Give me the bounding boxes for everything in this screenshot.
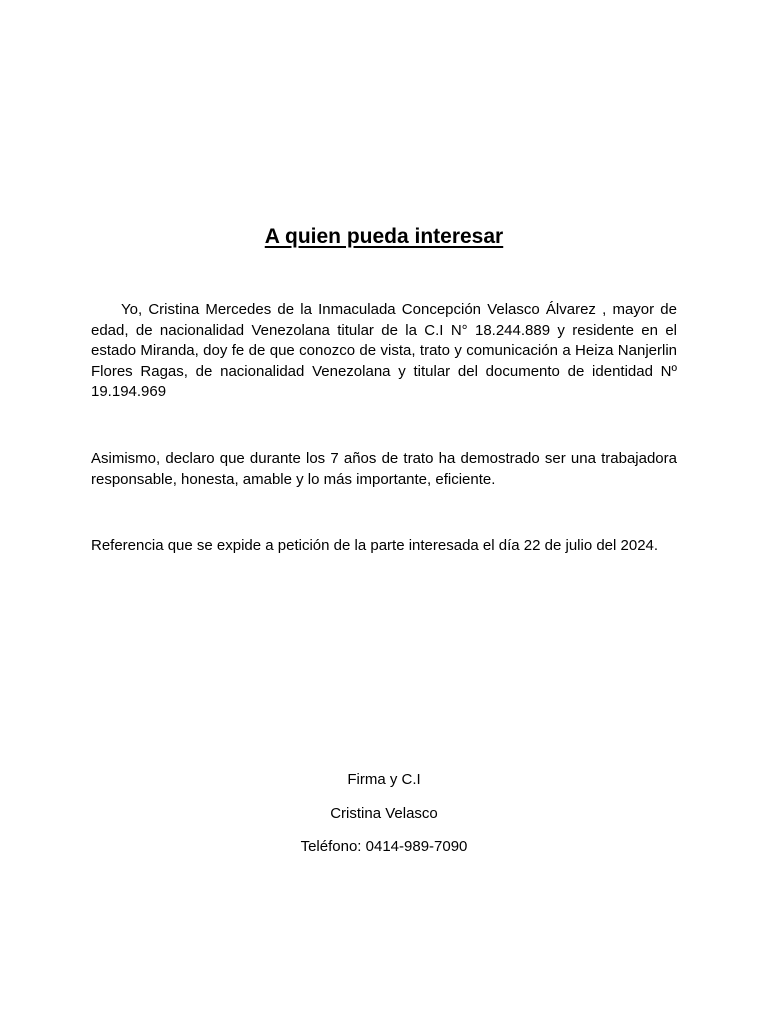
signature-line: Firma y C.I	[347, 771, 421, 788]
signature-phone: Teléfono: 0414-989-7090	[300, 838, 468, 855]
document-title-container	[0, 224, 768, 250]
signature-name: Cristina Velasco	[330, 805, 438, 822]
paragraph-declaration: Yo, Cristina Mercedes de la Inmaculada Concepción Velasco Álvarez , mayor de edad, de nacionalidad Venezolana titular de la C.I N° 18.244.889 y residente en el estado Miranda, doy fe de que conozco de vista, trato y comunicación a Heiza Nanjerlin Flores Ragas, de nacionalidad Venezolana y titular del documento de identidad Nº 19.194.969	[91, 301, 677, 400]
document-title: A quien pueda interesar	[264, 225, 504, 248]
paragraph-reference: Referencia que se expide a petición de la parte interesada el día 22 de julio del 2024.	[91, 537, 659, 554]
paragraph-assessment: Asimismo, declaro que durante los 7 años de trato ha demostrado ser una trabajadora responsable, honesta, amable y lo más importante, eficiente.	[91, 450, 677, 488]
